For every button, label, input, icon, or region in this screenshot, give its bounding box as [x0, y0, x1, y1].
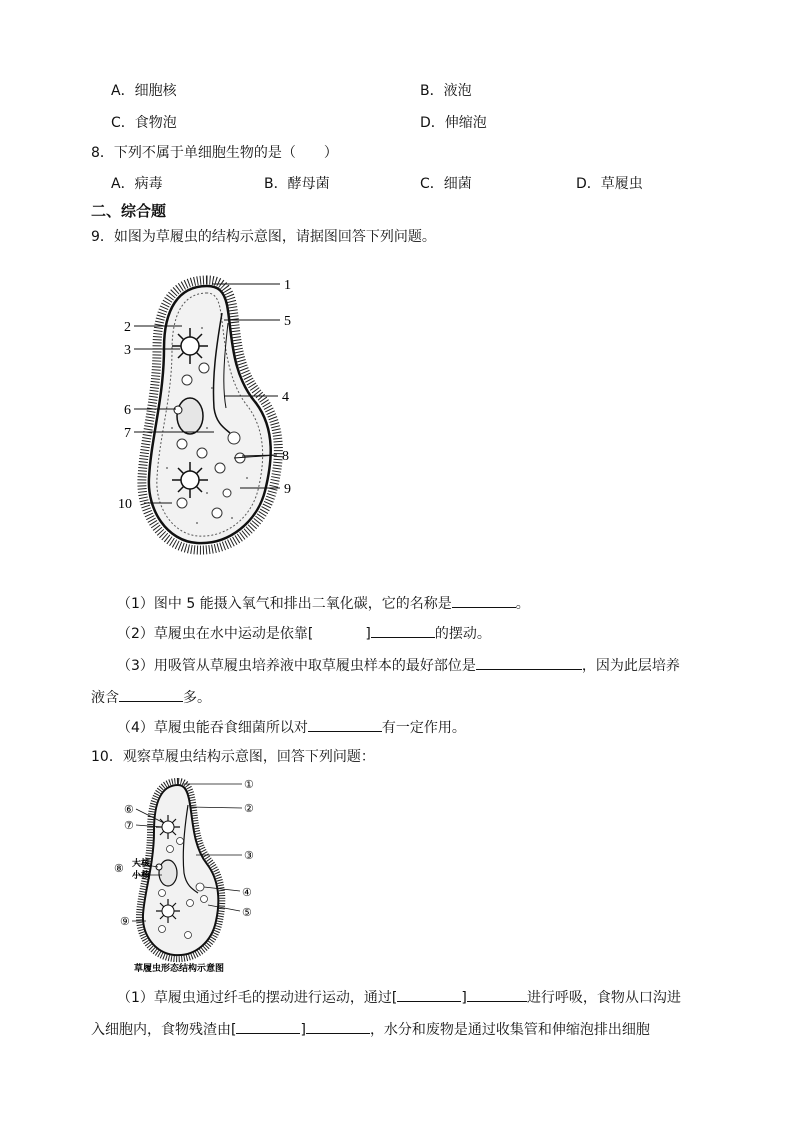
- q9-stem: 9．如图为草履虫的结构示意图，请据图回答下列问题。: [91, 229, 436, 245]
- q10-label-micronucleus: 小核: [132, 870, 151, 880]
- q9-figure-label-6: 6: [124, 403, 131, 418]
- q10-figure-label-9: ⑨: [120, 916, 130, 928]
- q8-option-a: A．病毒: [111, 176, 163, 192]
- q10-sub1-bracket-blank1[interactable]: [397, 986, 461, 1002]
- q8-option-d: D．草履虫: [576, 176, 643, 192]
- q10-figure-label-6: ⑥: [124, 804, 134, 816]
- q10-sub1-bracket-blank2[interactable]: [236, 1018, 300, 1034]
- q9-figure-label-7: 7: [124, 426, 131, 441]
- q9-sub2: （2）草履虫在水中运动是依靠[ ] 的摆动。: [117, 622, 491, 644]
- q9-sub3-line2: 液含 多。: [91, 686, 211, 708]
- q9-figure-label-3: 3: [124, 343, 131, 358]
- q7-option-a: A．细胞核: [111, 83, 177, 99]
- q10-paramecium-figure: [112, 775, 272, 975]
- q10-figure-caption: 草履虫形态结构示意图: [134, 963, 225, 973]
- q10-figure-label-2: ②: [244, 803, 254, 815]
- q9-sub4: （4）草履虫能吞食细菌所以对 有一定作用。: [117, 716, 466, 738]
- q10-figure-label-4: ④: [242, 887, 252, 899]
- q8-option-c: C．细菌: [420, 176, 472, 192]
- q9-figure-label-8: 8: [282, 449, 289, 464]
- q9-figure-label-2: 2: [124, 320, 131, 335]
- q9-sub3-blank1[interactable]: [476, 654, 582, 670]
- q9-sub1-blank[interactable]: [452, 592, 516, 608]
- q7-option-b: B．液泡: [420, 83, 472, 99]
- q10-label-macronucleus: 大核: [132, 858, 151, 868]
- q10-figure-label-7: ⑦: [124, 820, 134, 832]
- q10-sub1-line2: 入细胞内，食物残渣由[ ] ，水分和废物是通过收集管和伸缩泡排出细胞: [91, 1018, 650, 1040]
- q10-figure-label-3: ③: [244, 850, 254, 862]
- q9-sub4-blank[interactable]: [308, 716, 382, 732]
- q10-figure-label-5: ⑤: [242, 907, 252, 919]
- q9-sub3-blank2[interactable]: [119, 686, 183, 702]
- q9-figure-label-10: 10: [118, 497, 132, 512]
- q10-sub1-blank2[interactable]: [306, 1018, 370, 1034]
- q10-stem: 10．观察草履虫结构示意图，回答下列问题：: [91, 749, 375, 765]
- q9-figure-label-5: 5: [284, 314, 291, 329]
- q9-sub1: （1）图中 5 能摄入氧气和排出二氧化碳，它的名称是 。: [117, 592, 530, 614]
- q7-option-c: C．食物泡: [111, 115, 177, 131]
- q9-figure-label-1: 1: [284, 278, 291, 293]
- q10-figure-label-1: ①: [244, 779, 254, 791]
- q7-option-d: D．伸缩泡: [420, 115, 487, 131]
- q9-sub3-line1: （3）用吸管从草履虫培养液中取草履虫样本的最好部位是 ，因为此层培养: [117, 654, 680, 676]
- q8-option-b: B．酵母菌: [264, 176, 330, 192]
- q9-figure-label-4: 4: [282, 390, 289, 405]
- q9-sub2-blank[interactable]: [371, 622, 435, 638]
- section-title: 二、综合题: [91, 202, 167, 220]
- q10-sub1-blank1[interactable]: [467, 986, 527, 1002]
- q9-paramecium-figure: [112, 268, 312, 568]
- q8-stem: 8．下列不属于单细胞生物的是（ ）: [91, 145, 338, 161]
- q10-sub1-line1: （1）草履虫通过纤毛的摆动进行运动，通过[ ] 进行呼吸，食物从口沟进: [117, 986, 681, 1008]
- q10-figure-label-8: ⑧: [114, 863, 124, 875]
- q9-figure-label-9: 9: [284, 482, 291, 497]
